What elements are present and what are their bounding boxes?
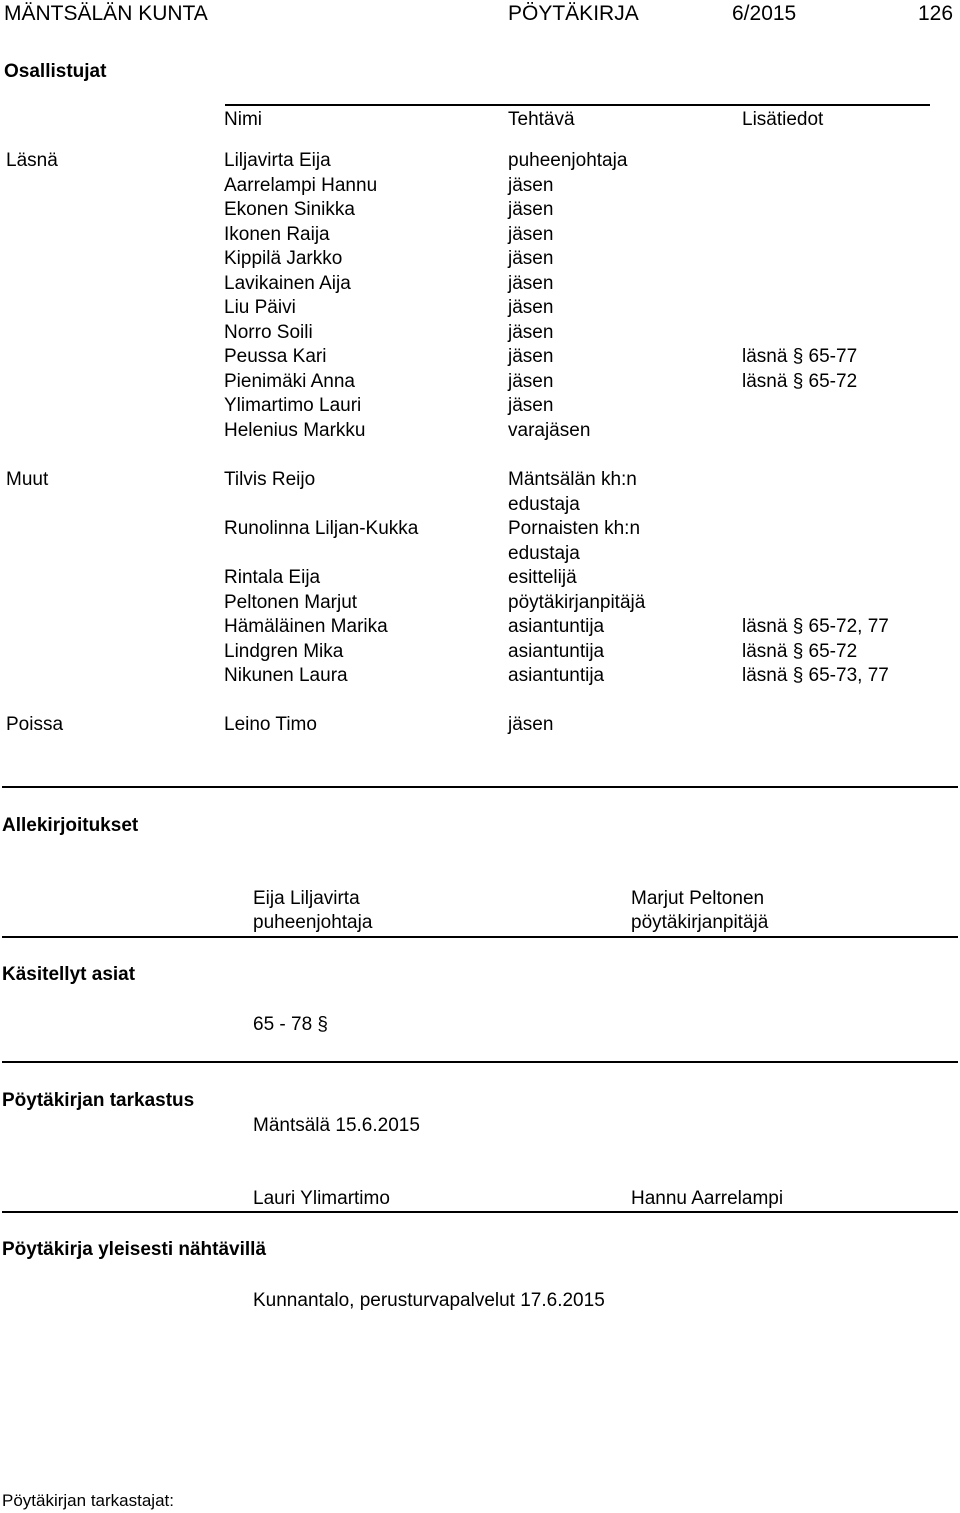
participant-role: asiantuntija [508, 640, 605, 662]
other-label: Muut [6, 469, 49, 490]
participant-role-continued: edustaja [508, 493, 580, 515]
participant-role: Mäntsälän kh:n [508, 469, 637, 490]
participant-role: asiantuntija [508, 616, 605, 637]
review-rule [2, 1061, 958, 1063]
participant-name: Runolinna Liljan-Kukka [224, 518, 419, 539]
participant-name: Pienimäki Anna [224, 370, 355, 392]
review-heading: Pöytäkirjan tarkastus [2, 1090, 195, 1111]
present-label: Läsnä [6, 150, 58, 171]
header-rule [225, 104, 930, 106]
column-header-name: Nimi [224, 109, 262, 130]
participant-role: jäsen [508, 395, 554, 416]
participant-name: Peussa Kari [224, 346, 327, 367]
participant-role: jäsen [508, 174, 554, 196]
signatures-rule [2, 786, 958, 788]
secretary-role: pöytäkirjanpitäjä [631, 912, 769, 933]
participant-name: Lavikainen Aija [224, 272, 351, 294]
participant-role: jäsen [508, 272, 554, 294]
participant-name: Liu Päivi [224, 297, 296, 318]
participant-name: Tilvis Reijo [224, 469, 316, 490]
review-place-date: Mäntsälä 15.6.2015 [253, 1115, 420, 1136]
signatures-heading: Allekirjoitukset [2, 815, 139, 836]
handled-value: 65 - 78 § [253, 1014, 328, 1035]
participant-role: pöytäkirjanpitäjä [508, 591, 646, 613]
absent-name: Leino Timo [224, 714, 317, 735]
chair-role: puheenjohtaja [253, 912, 373, 933]
participant-info: läsnä § 65-77 [742, 346, 858, 367]
municipality-title: MÄNTSÄLÄN KUNTA [4, 2, 208, 25]
chair-name: Eija Liljavirta [253, 888, 360, 909]
public-heading: Pöytäkirja yleisesti nähtävillä [2, 1239, 267, 1260]
participant-name: Peltonen Marjut [224, 591, 358, 613]
handled-heading: Käsitellyt asiat [2, 964, 136, 985]
participant-name: Ylimartimo Lauri [224, 395, 362, 416]
participant-name: Ikonen Raija [224, 223, 330, 245]
document-type: PÖYTÄKIRJA [508, 2, 639, 25]
participant-role: puheenjohtaja [508, 150, 628, 171]
participant-info: läsnä § 65-73, 77 [742, 665, 889, 686]
public-value: Kunnantalo, perusturvapalvelut 17.6.2015 [253, 1290, 605, 1311]
participant-name: Lindgren Mika [224, 640, 344, 662]
public-rule [2, 1211, 958, 1213]
reviewers-label: Pöytäkirjan tarkastajat: [2, 1491, 174, 1510]
participant-info: läsnä § 65-72, 77 [742, 616, 889, 637]
participant-role-continued: edustaja [508, 542, 580, 564]
absent-role: jäsen [508, 714, 554, 735]
participant-role: jäsen [508, 370, 554, 392]
participant-name: Norro Soili [224, 321, 313, 343]
absent-label: Poissa [6, 714, 64, 735]
participant-info: läsnä § 65-72 [742, 370, 858, 392]
participant-role: Pornaisten kh:n [508, 518, 641, 539]
participant-name: Helenius Markku [224, 419, 366, 441]
participant-role: jäsen [508, 199, 554, 220]
participant-role: varajäsen [508, 419, 591, 441]
participant-role: jäsen [508, 346, 554, 367]
participant-name: Kippilä Jarkko [224, 248, 343, 269]
participant-name: Hämäläinen Marika [224, 616, 388, 637]
participants-heading: Osallistujat [4, 61, 107, 82]
handled-rule [2, 936, 958, 938]
meeting-number: 6/2015 [732, 2, 797, 25]
participant-name: Aarrelampi Hannu [224, 174, 378, 196]
participant-info: läsnä § 65-72 [742, 640, 858, 662]
page-number: 126 [918, 2, 954, 25]
participant-name: Nikunen Laura [224, 665, 348, 686]
participant-role: jäsen [508, 223, 554, 245]
reviewer-1: Lauri Ylimartimo [253, 1188, 390, 1209]
participant-name: Ekonen Sinikka [224, 199, 355, 220]
column-header-info: Lisätiedot [742, 109, 824, 130]
participant-role: jäsen [508, 321, 554, 343]
reviewer-2: Hannu Aarrelampi [631, 1188, 784, 1209]
participant-name: Rintala Eija [224, 567, 321, 588]
participant-role: esittelijä [508, 567, 577, 588]
secretary-name: Marjut Peltonen [631, 888, 765, 909]
column-header-role: Tehtävä [508, 109, 575, 130]
participant-role: jäsen [508, 297, 554, 318]
participant-role: jäsen [508, 248, 554, 269]
participant-role: asiantuntija [508, 665, 605, 686]
participant-name: Liljavirta Eija [224, 150, 331, 171]
